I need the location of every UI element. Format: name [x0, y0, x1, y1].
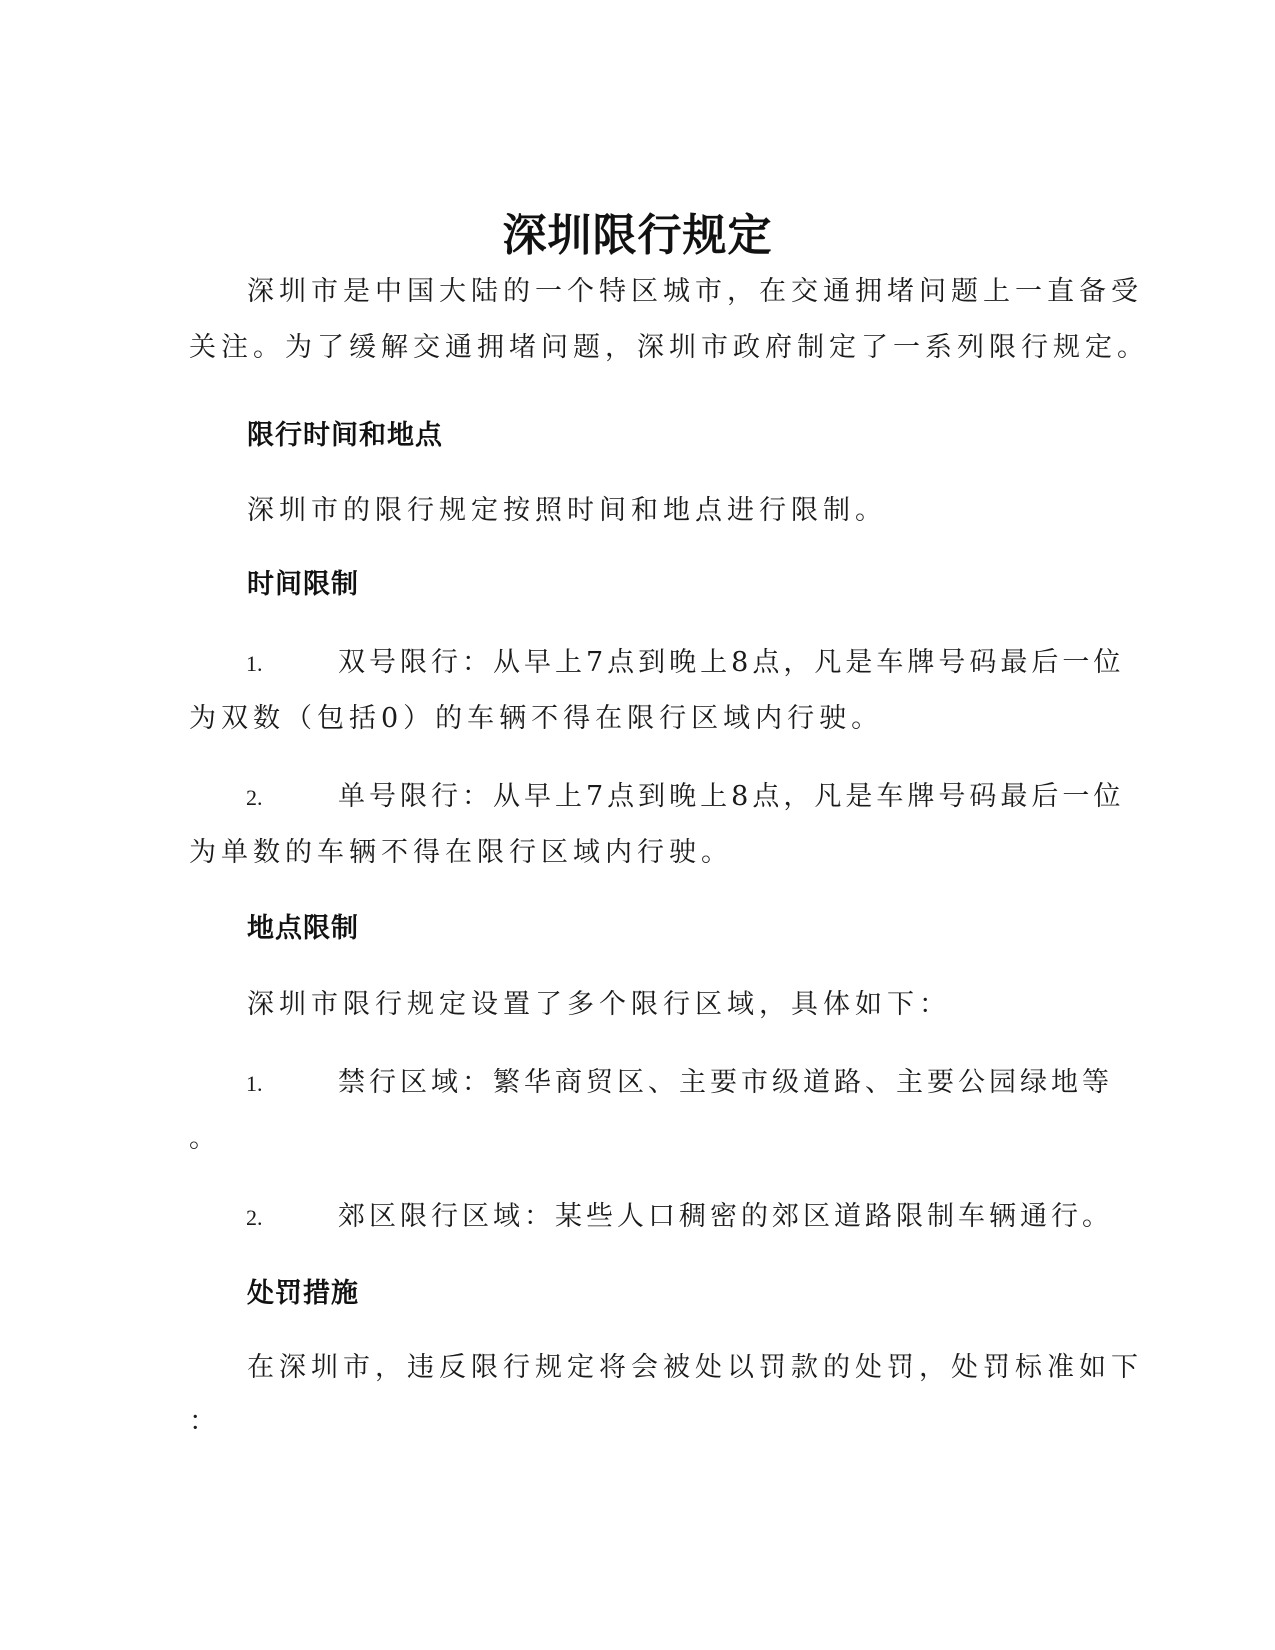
list-item-line-1: 单号限行：从早上7点到晚上8点，凡是车牌号码最后一位	[338, 781, 1125, 812]
section-place-limit-text: 深圳市限行规定设置了多个限行区域，具体如下：	[247, 989, 951, 1020]
list-item-number: 2.	[246, 785, 263, 810]
list-item-line-2: 为双数（包括0）的车辆不得在限行区域内行驶。	[189, 703, 884, 734]
section-heading-place-limit: 地点限制	[247, 913, 359, 944]
list-item-number: 1.	[246, 1071, 263, 1096]
intro-line-1: 深圳市是中国大陆的一个特区城市，在交通拥堵问题上一直备受	[247, 276, 1143, 307]
section-heading-time-limit: 时间限制	[247, 569, 359, 600]
list-item-line-1: 双号限行：从早上7点到晚上8点，凡是车牌号码最后一位	[338, 647, 1125, 678]
list-item-number: 2.	[246, 1205, 263, 1230]
list-item-line-1: 郊区限行区域：某些人口稠密的郊区道路限制车辆通行。	[338, 1201, 1113, 1232]
document-title: 深圳限行规定	[502, 210, 773, 261]
section-penalty-line-1: 在深圳市，违反限行规定将会被处以罚款的处罚，处罚标准如下	[247, 1352, 1143, 1383]
intro-line-2: 关注。为了缓解交通拥堵问题，深圳市政府制定了一系列限行规定。	[189, 332, 1149, 363]
list-item-line-2: 为单数的车辆不得在限行区域内行驶。	[189, 837, 733, 868]
section-penalty-line-2: ：	[189, 1406, 216, 1437]
list-item-line-1: 禁行区域：繁华商贸区、主要市级道路、主要公园绿地等	[338, 1067, 1113, 1098]
list-item-line-2: 。	[189, 1123, 216, 1154]
list-item-number: 1.	[246, 651, 263, 676]
section-time-place-text: 深圳市的限行规定按照时间和地点进行限制。	[247, 495, 887, 526]
section-heading-time-place: 限行时间和地点	[247, 420, 443, 451]
section-heading-penalty: 处罚措施	[247, 1278, 359, 1309]
